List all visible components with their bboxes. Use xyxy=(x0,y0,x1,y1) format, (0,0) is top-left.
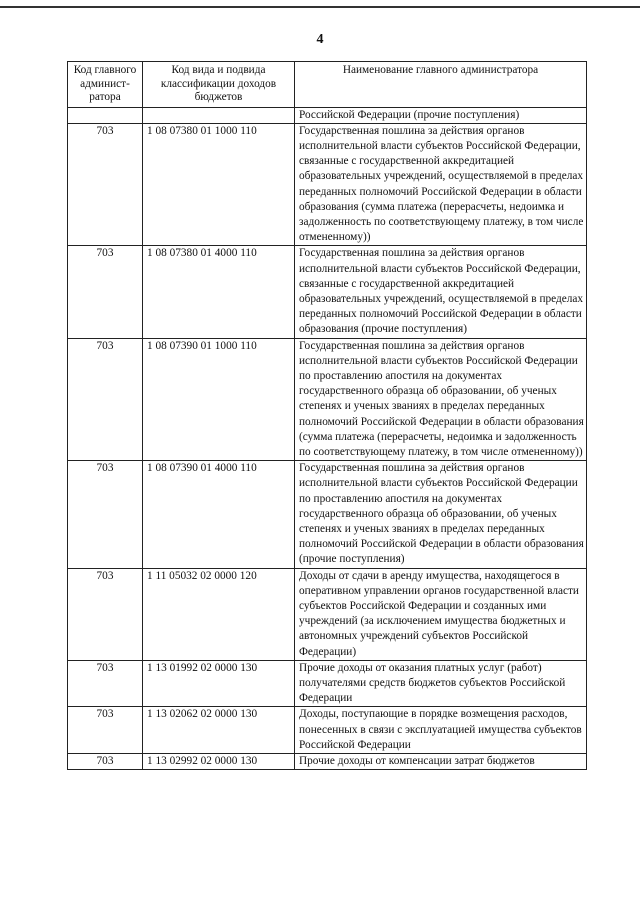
table-row xyxy=(68,568,587,660)
income-code-cell: 1 08 07390 01 1000 110 xyxy=(143,338,295,461)
income-code-cell: 1 11 05032 02 0000 120 xyxy=(143,568,295,660)
admin-code-cell: 703 xyxy=(68,754,143,770)
admin-code-cell: 703 xyxy=(68,660,143,707)
admin-code-cell: 703 xyxy=(68,707,143,754)
table-row xyxy=(68,246,587,338)
table-row xyxy=(68,707,587,754)
top-rule xyxy=(0,6,640,8)
income-code-cell: 1 08 07390 01 4000 110 xyxy=(143,461,295,568)
name-cell: Прочие доходы от оказания платных услуг (работ) получателями средств бюджетов субъектов Российской Федерации xyxy=(295,660,587,707)
income-code-cell: 1 13 01992 02 0000 130 xyxy=(143,660,295,707)
continuation-admin-cell xyxy=(68,107,143,123)
name-cell: Доходы от сдачи в аренду имущества, находящегося в оперативном управлении органов государственной власти субъектов Российской Федерации и созданных ими учреждений (за исключением имущества бюджетных и автономных учреждений субъектов Российской Федерации) xyxy=(295,568,587,660)
header-income-code: Код вида и подвида классификации доходов бюджетов xyxy=(143,62,295,108)
continuation-row xyxy=(68,107,587,123)
income-code-cell: 1 13 02992 02 0000 130 xyxy=(143,754,295,770)
income-admin-table xyxy=(67,61,587,770)
admin-code-cell: 703 xyxy=(68,123,143,246)
income-code-cell: 1 13 02062 02 0000 130 xyxy=(143,707,295,754)
name-cell: Прочие доходы от компенсации затрат бюджетов xyxy=(295,754,587,770)
table-row xyxy=(68,461,587,568)
admin-code-cell: 703 xyxy=(68,568,143,660)
income-code-cell: 1 08 07380 01 4000 110 xyxy=(143,246,295,338)
continuation-code-cell xyxy=(143,107,295,123)
page-number: 4 xyxy=(316,32,324,47)
table-row xyxy=(68,123,587,246)
income-code-cell: 1 08 07380 01 1000 110 xyxy=(143,123,295,246)
admin-code-cell: 703 xyxy=(68,461,143,568)
table-row xyxy=(68,754,587,770)
name-cell: Доходы, поступающие в порядке возмещения расходов, понесенных в связи с эксплуатацией имущества субъектов Российской Федерации xyxy=(295,707,587,754)
admin-code-cell: 703 xyxy=(68,246,143,338)
name-cell: Государственная пошлина за действия органов исполнительной власти субъектов Российской Федерации по проставлению апостиля на документах государственного образца об образовании, об ученых степенях и ученых званиях в пределах переданных полномочий Российской Федерации в области образования (прочие поступления) xyxy=(295,461,587,568)
table-row xyxy=(68,338,587,461)
name-cell: Государственная пошлина за действия органов исполнительной власти субъектов Российской Федерации, связанные с государственной аккредитацией образовательных учреждений, осуществляемой в пределах переданных полномочий Российской Федерации в области образования (прочие поступления) xyxy=(295,246,587,338)
header-admin-code: Код главного админист-ратора xyxy=(68,62,143,108)
name-cell: Государственная пошлина за действия органов исполнительной власти субъектов Российской Федерации по проставлению апостиля на документах государственного образца об образовании, об ученых степенях и ученых званиях в пределах переданных полномочий Российской Федерации в области образования (сумма платежа (перерасчеты, недоимка и задолженность по соответствующему платежу, в том числе отмененному)) xyxy=(295,338,587,461)
continuation-text: Российской Федерации (прочие поступления) xyxy=(295,107,587,123)
name-cell: Государственная пошлина за действия органов исполнительной власти субъектов Российской Федерации, связанные с государственной аккредитацией образовательных учреждений, осуществляемой в пределах переданных полномочий Российской Федерации в области образования (сумма платежа (перерасчеты, недоимка и задолженность по соответствующему платежу, в том числе отмененному)) xyxy=(295,123,587,246)
table-header-row xyxy=(68,62,587,108)
admin-code-cell: 703 xyxy=(68,338,143,461)
table-row xyxy=(68,660,587,707)
header-name: Наименование главного администратора xyxy=(295,62,587,108)
